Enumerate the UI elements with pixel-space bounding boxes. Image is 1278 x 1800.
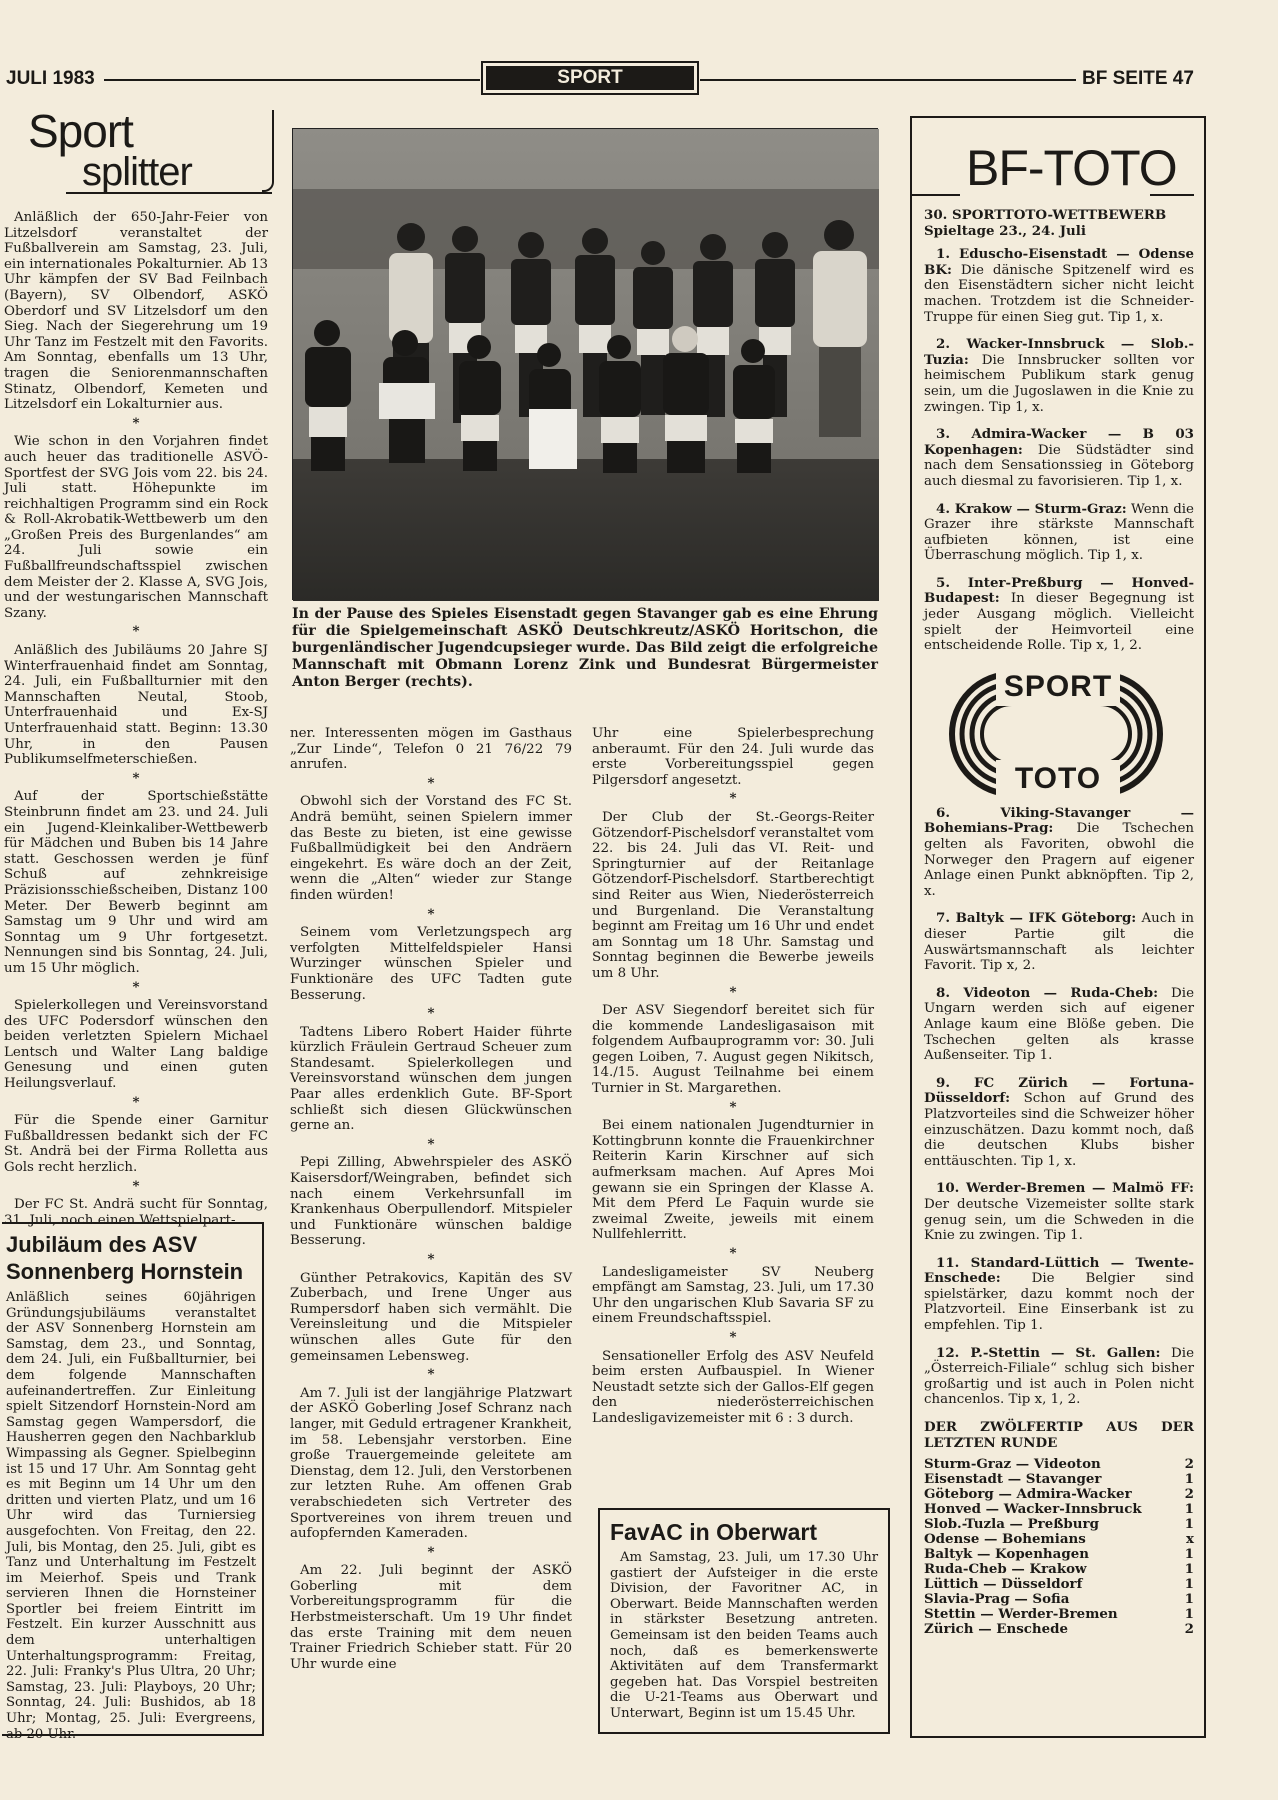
logo-text-toto: TOTO xyxy=(1014,761,1102,795)
splitter-paragraph: Anläßlich der 650-Jahr-Feier von Litzelsdorf veranstaltet der Fußballverein am Samstag, 23. Juli, ein internationales Pokalturnier. Ab 13 Uhr kämpfen der SV Bad Feilnbach (Bayern), SV Olbendorf, ASKÖ Oberdorf und SV Litzelsdorf um den Sieg. Nach der Siegerehrung um 19 Uhr Tanz im Festzelt mit den Favorits. Am Sonntag, ebenfalls um 13 Uhr, tragen die Seniorenmannschaften Stinatz, Olbendorf, Kemeten und Litzelsdorf ein Lokalturnier aus. xyxy=(4,210,268,413)
toto-game: 10. Werder-Bremen — Malmö FF: Der deutsche Vizemeister sollte stark genug sein, um die Schweden in die Knie zu zwingen. Tip 1. xyxy=(924,1180,1194,1244)
middle-column-1 xyxy=(290,726,572,1738)
table-row: Baltyk — Kopenhagen 1 xyxy=(924,1546,1194,1563)
toto-game: 8. Videoton — Ruda-Cheb: Die Ungarn werden sich auf eigener Anlage kaum eine Blöße geben. Die Tschechen gelten als krasse Außenseiter. Tip 1. xyxy=(924,984,1194,1064)
separator-star: * xyxy=(132,769,140,786)
separator-star: * xyxy=(132,1093,140,1110)
news-paragraph: Uhr eine Spielerbesprechung anberaumt. Für den 24. Juli wurde das erste Vorbereitungsspiel gegen Pilgersdorf angesetzt. xyxy=(592,726,874,788)
news-paragraph: Am 22. Juli beginnt der ASKÖ Goberling mit dem Vorbereitungsprogramm für die Herbstmeisterschaft. Um 19 Uhr findet das erste Training mit dem neuen Trainer Friedrich Schieber statt. Für 20 Uhr wurde eine xyxy=(290,1563,572,1672)
toto-game: 9. FC Zürich — Fortuna-Düsseldorf: Schon auf Grund des Platzvorteiles sind die Schweizer höher einzuschätzen. Dazu kommt noch, daß die deutschen Klubs bisher enttäuschten. Tip 1, x. xyxy=(924,1074,1194,1169)
bf-toto-box xyxy=(910,116,1206,1738)
separator-star: * xyxy=(427,1543,435,1560)
news-paragraph: Der Club der St.-Georgs-Reiter Götzendorf-Pischelsdorf veranstaltet vom 22. bis 24. Juli das VI. Reit- und Springturnier auf der Reitanlage Götzendorf-Pischelsdorf. Startberechtigt sind Reiter aus Wien, Niederösterreich und Burgenland. Die Veranstaltung beginnt am Freitag um 16 Uhr und endet am Sonntag um 18 Uhr. Samstag und Sonntag beginnen die Bewerbe jeweils um 8 Uhr. xyxy=(592,809,874,981)
jubilaeum-box xyxy=(2,1222,264,1742)
table-row: Lüttich — Düsseldorf 1 xyxy=(924,1576,1194,1593)
splitter-paragraph: Wie schon in den Vorjahren findet auch heuer das traditionelle ASVÖ-Sportfest der SVG Jois vom 22. bis 24. Juli statt. Höhepunkte im reichhaltigen Programm sind ein Rock & Roll-Akrobatik-Wettbewerb um den „Großen Preis des Burgenlandes“ am 24. Juli sowie ein Fußballfreundschaftsspiel zwischen dem Meister der 2. Klasse A, SVG Jois, und der westungarischen Mannschaft Szany. xyxy=(4,434,268,621)
toto-game: 12. P.-Stettin — St. Gallen: Die „Österreich-Filiale“ schlug sich bisher großartig und ist auch in Polen nicht chancenlos. Tip x, 1, 2. xyxy=(924,1344,1194,1408)
team-photo-image xyxy=(293,129,879,601)
table-row: Göteborg — Admira-Wacker 2 xyxy=(924,1486,1194,1503)
toto-game: 1. Eduscho-Eisenstadt — Odense BK: Die dänische Spitzenelf wird es den Eisenstädtern sicher nicht leicht machen. Trotzdem ist die Schneider-Truppe für einen Sieg gut. Tip 1, x. xyxy=(924,246,1194,325)
separator-star: * xyxy=(427,774,435,791)
toto-subtitle-2: Spieltage 23., 24. Juli xyxy=(924,222,1086,239)
news-paragraph: ner. Interessenten mögen im Gasthaus „Zur Linde“, Telefon 0 21 76/22 79 anrufen. xyxy=(290,726,572,773)
separator-star: * xyxy=(729,1328,737,1345)
favac-box xyxy=(598,1508,890,1734)
toto-game: 6. Viking-Stavanger — Bohemians-Prag: Die Tschechen gelten als Favoriten, obwohl die Norweger den Pragern auf eigener Anlage einen Punkt abknöpften. Tip 2, x. xyxy=(924,804,1194,899)
separator-star: * xyxy=(132,414,140,431)
table-row: Slob.-Tuzla — Preßburg 1 xyxy=(924,1516,1194,1533)
logo-underline xyxy=(66,192,272,194)
table-row: Sturm-Graz — Videoton 2 xyxy=(924,1456,1194,1473)
separator-star: * xyxy=(729,983,737,1000)
separator-star: * xyxy=(132,978,140,995)
zwoelfertip-title: DER ZWÖLFERTIP AUS DER LETZTEN RUNDE xyxy=(924,1419,1194,1451)
separator-star: * xyxy=(729,1245,737,1261)
splitter-paragraph: Anläßlich des Jubiläums 20 Jahre SJ Winterfrauenhaid findet am Sonntag, 24. Juli, ein Fußballturnier mit den Mannschaften Neutal, Stoob, Unterfrauenhaid und Ex-SJ Unterfrauenhaid statt. Beginn: 13.30 Uhr, in den Pausen Publikumselfmeterschießen. xyxy=(4,643,268,768)
news-paragraph: Am 7. Juli ist der langjährige Platzwart der ASKÖ Goberling Josef Schranz nach langer, mit Geduld ertragener Krankheit, im 58. Lebensjahr verstorben. Eine große Trauergemeinde geleitete am Dienstag, dem 12. Juli, den Verstorbenen zur letzten Ruhe. Am offenen Grab verabschiedeten sich Vertreter des Sportvereines von ihrem treuen und aufopfernden Kameraden. xyxy=(290,1385,572,1542)
separator-star: * xyxy=(427,905,435,922)
news-paragraph: Obwohl sich der Vorstand des FC St. Andrä bemüht, seinen Spielern immer das Beste zu bieten, ist eine gewisse Fußballmüdigkeit bei den Andräern eingekehrt. Es wäre doch an der Zeit, wenn die „Alten“ wieder zur Stange finden würden! xyxy=(290,794,572,903)
splitter-paragraph: Spielerkollegen und Vereinsvorstand des UFC Podersdorf wünschen den beiden verletzten Spielern Michael Lentsch und Walter Lang baldige Genesung und einen guten Heilungsverlauf. xyxy=(4,998,268,1092)
news-paragraph: Tadtens Libero Robert Haider führte kürzlich Fräulein Gertraud Scheuer zum Standesamt. Spielerkollegen und Vereinsvorstand wünschen dem jungen Paar alles erdenklich Gute. BF-Sport schließt sich diesen Glückwünschen gerne an. xyxy=(290,1024,572,1134)
sport-toto-logo xyxy=(924,664,1194,800)
table-row: Zürich — Enschede 2 xyxy=(924,1621,1194,1638)
page-number: BF SEITE 47 xyxy=(1082,68,1194,89)
table-row: Odense — Bohemians x xyxy=(924,1531,1194,1548)
separator-star: * xyxy=(729,790,737,807)
separator-star: * xyxy=(729,1098,737,1115)
logo-frame xyxy=(262,110,274,192)
news-paragraph: Pepi Zilling, Abwehrspieler des ASKÖ Kaisersdorf/Weingraben, befindet sich nach einem Verkehrsunfall im Krankenhaus Oberpullendorf. Mitspieler und Funktionäre wünschen baldige Besserung. xyxy=(290,1155,572,1249)
photo-caption: In der Pause des Spieles Eisenstadt gegen Stavanger gab es eine Ehrung für die Spielgemeinschaft ASKÖ Deutschkreutz/ASKÖ Horitschon, die burgenländischer Jugendcupsieger wurde. Das Bild zeigt die erfolgreiche Mannschaft mit Obmann Lorenz Zink und Bundesrat Bürgermeister Anton Berger (rechts). xyxy=(292,606,878,690)
splitter-paragraph: Für die Spende einer Garnitur Fußballdressen bedankt sich der FC St. Andrä bei der Firma Rolletta aus Gols recht herzlich. xyxy=(4,1113,268,1176)
table-row: Eisenstadt — Stavanger 1 xyxy=(924,1471,1194,1488)
header-rule-right xyxy=(700,79,1076,81)
toto-subtitle-1: 30. SPORTTOTO-WETTBEWERB xyxy=(924,207,1167,223)
jubilaeum-title-1: Jubiläum des ASV xyxy=(6,1232,198,1257)
sportsplitter-logo xyxy=(4,106,270,196)
news-paragraph: Bei einem nationalen Jugendturnier in Kottingbrunn konnte die Frauenkirchner Reiterin Karin Kirschner auf sich aufmerksam machen. Auf Apres Moi gewann sie ein Springen der Klasse A. Mit dem Pferd Le Faquin wurde sie zweimal Zweite, jeweils mit einem Nullfehlerritt. xyxy=(592,1118,874,1243)
section-label-box xyxy=(481,61,699,95)
news-paragraph: Der ASV Siegendorf bereitet sich für die kommende Landesligasaison mit folgendem Aufbauprogramm vor: 30. Juli gegen Loiben, 7. August gegen Nikitsch, 14./15. August Teilnahme bei einem Turnier in St. Margarethen. xyxy=(592,1003,874,1097)
separator-star: * xyxy=(427,1005,435,1022)
separator-star: * xyxy=(427,1251,435,1267)
toto-game: 2. Wacker-Innsbruck — Slob.-Tuzia: Die Innsbrucker sollten vor heimischem Publikum stark genug sein, um die Jugoslawen in die Knie zu zwingen. Tip 1, x. xyxy=(924,336,1194,415)
logo-text-sport: SPORT xyxy=(1003,669,1113,703)
news-paragraph: Günther Petrakovics, Kapitän des SV Zuberbach, und Irene Unger aus Rumpersdorf haben sich vermählt. Die Vereinsleitung und die Mitspieler wünschen alles Gute für den gemeinsamen Lebensweg. xyxy=(290,1270,572,1364)
separator-star: * xyxy=(132,1177,140,1194)
favac-text: Am Samstag, 23. Juli, um 17.30 Uhr gastiert der Aufsteiger in die erste Division, der Favoritner AC, in Oberwart. Beide Mannschaften werden in stärkster Besetzung antreten. Gemeinsam ist den beiden Teams auch noch, daß es bemerkenswerte Aktivitäten auf dem Transfermarkt gegeben hat. Das Vorspiel bestreiten die U-21-Teams aus Oberwart und Unterwart, Beginn ist um 15.45 Uhr. xyxy=(610,1550,878,1721)
table-row: Stettin — Werder-Bremen 1 xyxy=(924,1606,1194,1623)
team-photo xyxy=(292,128,878,600)
middle-column-2 xyxy=(592,726,874,1498)
logo-word-sport: Sport xyxy=(28,105,133,157)
toto-game: 11. Standard-Lüttich — Twente-Enschede: Die Belgier sind spielstärker, dazu kommt noch der Platzvorteil. Eine Einserbank ist zu empfehlen. Tip 1. xyxy=(924,1254,1194,1334)
separator-star: * xyxy=(427,1135,435,1152)
toto-title-rule-right xyxy=(1150,194,1194,196)
favac-title: FavAC in Oberwart xyxy=(610,1519,818,1545)
jubilaeum-title-2: Sonnenberg Hornstein xyxy=(6,1259,244,1284)
issue-date: JULI 1983 xyxy=(6,68,95,89)
header-rule-left xyxy=(104,79,480,81)
splitter-paragraph: Auf der Sportschießstätte Steinbrunn findet am 23. und 24. Juli ein Jugend-Kleinkaliber-Wettbewerb für Mädchen und Buben bis 14 Jahre statt. Geschossen werden je fünf Schuß auf zehnkreisige Präzisionsschießscheiben, Distanz 100 Meter. Der Bewerb beginnt am Samstag um 9 Uhr und wird am Sonntag um 9 Uhr fortgesetzt. Nennungen sind bis Sonntag, 24. Juli, um 15 Uhr möglich. xyxy=(4,789,268,976)
splitter-column xyxy=(4,210,268,1228)
news-paragraph: Sensationeller Erfolg des ASV Neufeld beim ersten Aufbauspiel. In Wiener Neustadt setzte sich der Gallos-Elf gegen den niederösterreichischen Landesligavizemeister mit 6 : 3 durch. xyxy=(592,1348,874,1426)
zwoelfertip-table xyxy=(924,1457,1194,1637)
toto-title: BF-TOTO xyxy=(966,140,1177,196)
logo-word-splitter: splitter xyxy=(82,150,192,194)
splitter-paragraph: Der FC St. Andrä sucht für Sonntag, 31. Juli, noch einen Wettspielpart- xyxy=(4,1197,268,1228)
jubilaeum-text: Anläßlich seines 60jährigen Gründungsjubiläums veranstaltet der ASV Sonnenberg Hornstein am Samstag, dem 23., und Sonntag, dem 24. Juli, ein Fußballturnier, bei dem folgende Mannschaften aufeinandertreffen. Zur Einleitung spielt Sitzendorf Hornstein-Nord am Samstag gegen Wampersdorf, die Hausherren gegen den Nachbarklub Wimpassing als Gegner. Spielbeginn ist 15 und 17 Uhr. Am Sonntag geht es mit Beginn um 14 Uhr um den dritten und vierten Platz, und um 16 Uhr wird das Turniersieg ausgefochten. Von Freitag, den 22. Juli, bis Montag, den 25. Juli, gibt es Tanz und Unterhaltung im Festzelt im Meierhof. Speis und Trank servieren Ihnen die Hornsteiner Sportler bei freiem Eintritt im Festzelt. Ein kurzer Ausschnitt aus dem unterhaltigen Unterhaltungsprogramm: Freitag, 22. Juli: Franky's Plus Ultra, 20 Uhr; Samstag, 23. Juli: Playboys, 20 Uhr; Sonntag, 24. Juli: Bushidos, ab 18 Uhr; Montag, 25. Juli: Evergreens, ab 20 Uhr. xyxy=(6,1290,256,1742)
toto-title-rule-left xyxy=(912,194,960,196)
toto-game: 3. Admira-Wacker — B 03 Kopenhagen: Die Südstädter sind nach dem Sensationssieg in Göteborg auch diesmal zu favorisieren. Tip 1, x. xyxy=(924,426,1194,489)
toto-title-area xyxy=(924,118,1194,208)
news-paragraph: Seinem vom Verletzungspech arg verfolgten Mittelfeldspieler Hansi Wurzinger wünschen Spieler und Funktionäre des UFC Tadten gute Besserung. xyxy=(290,925,572,1003)
separator-star: * xyxy=(427,1366,435,1383)
separator-star: * xyxy=(132,623,140,640)
toto-content xyxy=(924,208,1194,1637)
toto-game: 4. Krakow — Sturm-Graz: Wenn die Grazer ihre stärkste Mannschaft aufbieten können, ist eine Überraschung möglich. Tip 1, x. xyxy=(924,500,1194,564)
toto-game: 7. Baltyk — IFK Göteborg: Auch in dieser Partie gilt die Auswärtsmannschaft als leichter Favorit. Tip x, 2. xyxy=(924,910,1194,974)
table-row: Honved — Wacker-Innsbruck 1 xyxy=(924,1501,1194,1518)
table-row: Slavia-Prag — Sofia 1 xyxy=(924,1591,1194,1608)
news-paragraph: Landesligameister SV Neuberg empfängt am Samstag, 23. Juli, um 17.30 Uhr den ungarischen Klub Savaria SF zu einem Freundschaftsspiel. xyxy=(592,1264,874,1327)
toto-game: 5. Inter-Preßburg — Honved-Budapest: In dieser Begegnung ist jeder Ausgang möglich. Vielleicht spielt der Heimvorteil eine entscheidende Rolle. Tip x, 1, 2. xyxy=(924,574,1194,654)
table-row: Ruda-Cheb — Krakow 1 xyxy=(924,1561,1194,1578)
section-label: SPORT xyxy=(557,67,623,88)
